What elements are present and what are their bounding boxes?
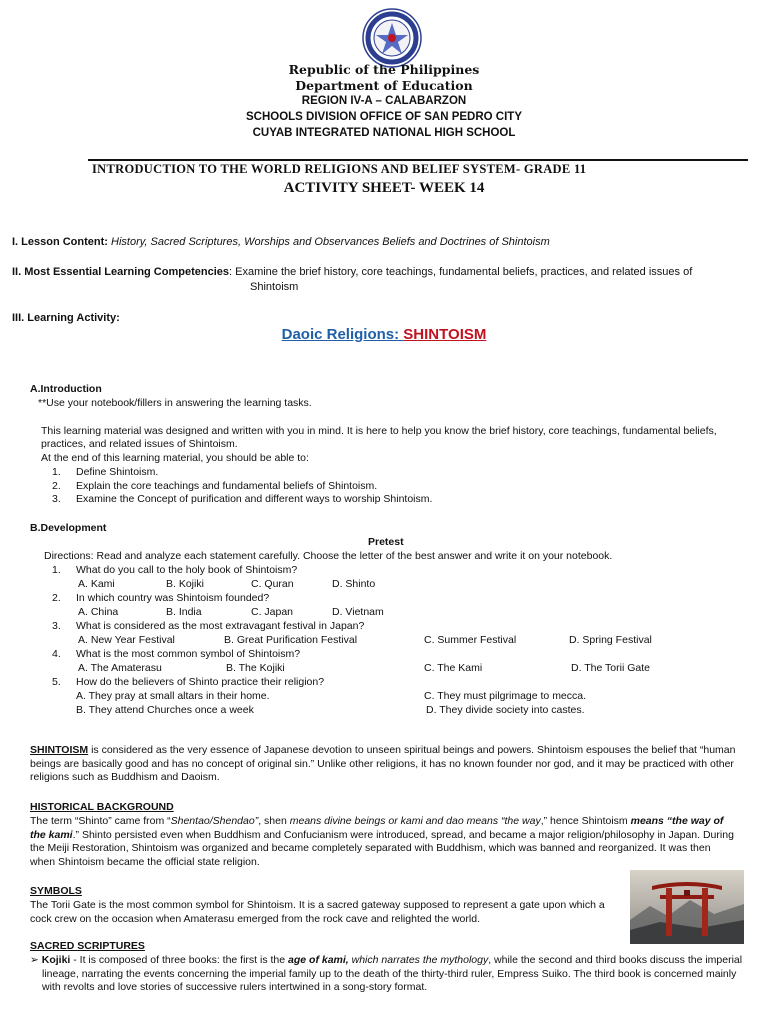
- introduction-note: **Use your notebook/fillers in answering the learning tasks.: [38, 397, 312, 409]
- choice: D. Vietnam: [332, 606, 384, 618]
- question-5-text: How do the believers of Shinto practice their religion?: [76, 676, 325, 688]
- choice: B. The Kojiki: [226, 662, 285, 674]
- shintoism-term: SHINTOISM: [30, 744, 89, 756]
- choice: D. The Torii Gate: [571, 662, 650, 674]
- competency-label: II. Most Essential Learning Competencies: [12, 266, 229, 278]
- choice: B. Great Purification Festival: [224, 634, 358, 646]
- competency: [12, 265, 692, 279]
- choice: A. Kami: [78, 578, 115, 590]
- choice: C. The Kami: [424, 662, 483, 674]
- topic-title: [0, 326, 768, 344]
- choice: B. India: [166, 606, 202, 618]
- school-line: CUYAB INTEGRATED NATIONAL HIGH SCHOOL: [252, 127, 516, 139]
- objective-item: 3. Examine the Concept of purification and different ways to worship Shintoism.: [52, 493, 433, 505]
- lesson-label: I. Lesson Content:: [12, 236, 108, 248]
- question-5-num: 5.: [52, 676, 61, 688]
- symbols-heading: SYMBOLS: [30, 885, 82, 897]
- choice: D. They divide society into castes.: [426, 704, 585, 716]
- choice: A. The Amaterasu: [78, 662, 162, 674]
- objectives-list: [52, 466, 552, 507]
- intro-para-2: practices, and related issues of Shintoism.: [41, 438, 238, 450]
- pretest-directions: Directions: Read and analyze each statement carefully. Choose the letter of the best answer and write it on your notebook.: [44, 550, 613, 562]
- question-2-num: 2.: [52, 592, 61, 604]
- symbols-paragraph: The Torii Gate is the most common symbol for Shintoism. It is a sacred gateway supposed to represent a gate upon which a cock crew on the occasion when Amaterasu emerged from the rock cave and relighted the world.: [30, 899, 605, 925]
- competency-text-cont: Shintoism: [250, 281, 299, 293]
- department-line: Department of Education: [295, 78, 473, 93]
- intro-para-1: This learning material was designed and written with you in mind. It is here to help you know the brief history, core teachings, fundamental beliefs,: [41, 425, 717, 437]
- choice: A. New Year Festival: [78, 634, 175, 646]
- objective-item: 2. Explain the core teachings and fundamental beliefs of Shintoism.: [52, 479, 378, 492]
- history-heading: HISTORICAL BACKGROUND: [30, 801, 174, 813]
- torii-gate-image: [630, 870, 744, 944]
- intro-para-3: At the end of this learning material, you should be able to:: [41, 452, 309, 464]
- question-2-text: In which country was Shintoism founded?: [76, 592, 270, 604]
- choice: D. Spring Festival: [569, 634, 652, 646]
- arrow-bullet-icon: ➢: [30, 954, 39, 966]
- sheet-title: ACTIVITY SHEET- WEEK 14: [283, 180, 485, 196]
- header-divider: [88, 159, 748, 161]
- lesson-content: [12, 235, 550, 249]
- pretest-heading: Pretest: [368, 536, 404, 548]
- history-paragraph: The term “Shinto” came from “Shentao/Shendao”, shen means divine beings or kami and dao means “the way,” hence Shintoism means “the way of the kami.” Shinto persisted even when Buddhism and Confucianism were introduced, spread, and became a major religion/philosophy in Japan. During the Meiji Restoration, Shintoism was organized and became completely separated with Buddhism, which was banned and reorganized. It was then when Shintoism became the official state religion.: [30, 815, 734, 868]
- choice: A. They pray at small altars in their home.: [76, 690, 270, 702]
- choice: B. They attend Churches once a week: [76, 704, 254, 716]
- scriptures-heading: SACRED SCRIPTURES: [30, 940, 145, 952]
- subject-title: INTRODUCTION TO THE WORLD RELIGIONS AND BELIEF SYSTEM- GRADE 11: [92, 162, 587, 176]
- shintoism-paragraph: SHINTOISM is considered as the very essence of Japanese devotion to unseen spiritual beings and powers. Shintoism espouses the belief that “human beings are basically good and has no concept of original sin.” Unlike other religions, it has no known founder nor god, and it may be practiced with other religions such as Buddhism and Daoism.: [30, 744, 736, 783]
- question-1-text: What do you call to the holy book of Shintoism?: [76, 564, 298, 576]
- introduction-heading: A.Introduction: [30, 383, 102, 395]
- development-heading: B.Development: [30, 522, 107, 534]
- choice: C. They must pilgrimage to mecca.: [424, 690, 587, 702]
- topic-prefix: Daoic Religions:: [281, 326, 404, 343]
- lesson-text: History, Sacred Scriptures, Worships and Observances Beliefs and Doctrines of Shintoism: [111, 236, 550, 248]
- region-line: REGION IV-A – CALABARZON: [301, 95, 467, 107]
- objective-item: 1. Define Shintoism.: [52, 466, 159, 478]
- choice: B. Kojiki: [166, 578, 204, 590]
- topic-main: SHINTOISM: [403, 326, 487, 343]
- choice: D. Shinto: [332, 578, 376, 590]
- choice: C. Summer Festival: [424, 634, 517, 646]
- question-1-num: 1.: [52, 564, 61, 576]
- choice: C. Japan: [251, 606, 294, 618]
- competency-text: : Examine the brief history, core teachings, fundamental beliefs, practices, and related issues of: [229, 266, 693, 278]
- question-4-num: 4.: [52, 648, 61, 660]
- deped-seal-icon: [362, 8, 422, 68]
- question-3-num: 3.: [52, 620, 61, 632]
- choice: A. China: [78, 606, 119, 618]
- question-4-text: What is the most common symbol of Shintoism?: [76, 648, 301, 660]
- question-3-text: What is considered as the most extravagant festival in Japan?: [76, 620, 365, 632]
- kojiki-term: Kojiki: [41, 954, 71, 966]
- choice: C. Quran: [251, 578, 294, 590]
- division-line: SCHOOLS DIVISION OFFICE OF SAN PEDRO CITY: [245, 111, 523, 123]
- republic-line: Republic of the Philippines: [288, 62, 480, 77]
- activity-label: III. Learning Activity:: [12, 312, 120, 324]
- scriptures-paragraph: ➢ Kojiki - It is composed of three books: the first is the age of kami, which narrates the mythology, while the second and third books discuss the imperial lineage, narrating the events concerning the imperial family up to the death of the thirty-third ruler, Empress Suiko. The third book is concerned mainly with revolts and love stories of successive rulers intertwined in a song-story format.: [30, 954, 743, 993]
